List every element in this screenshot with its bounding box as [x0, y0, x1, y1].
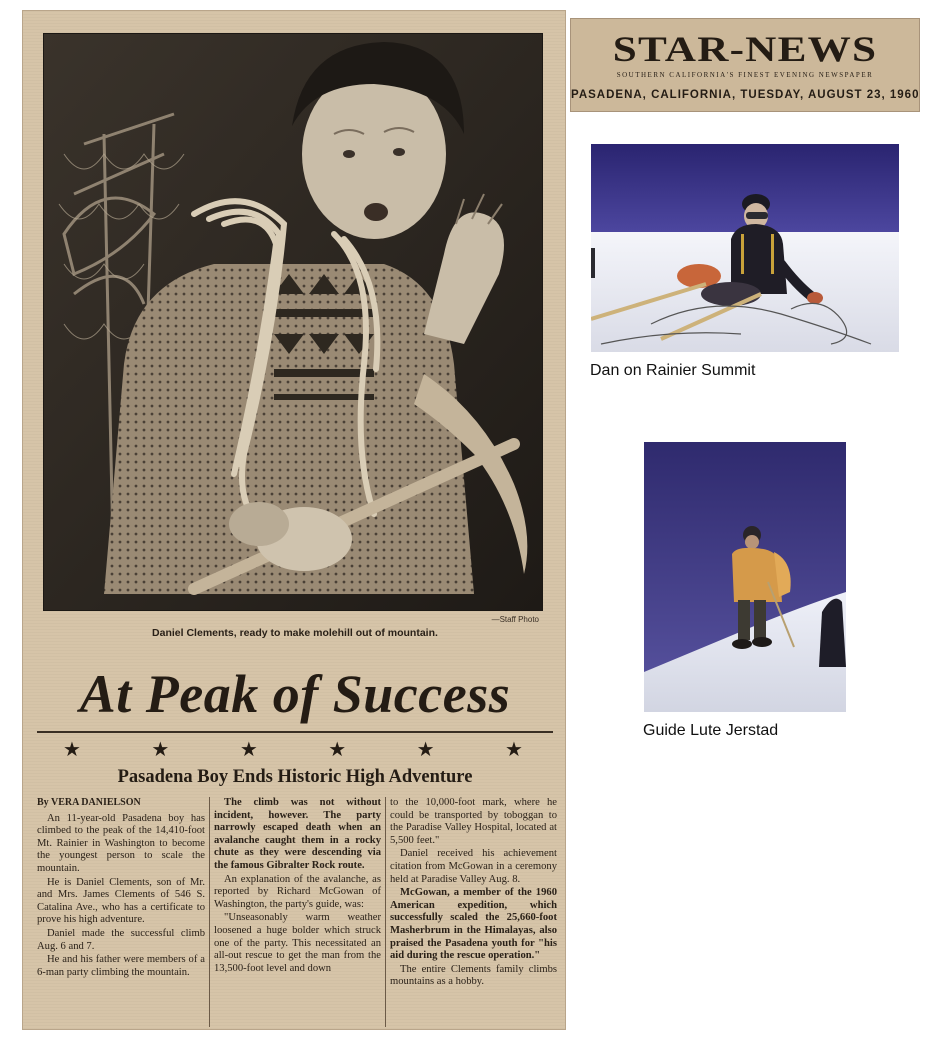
article-column-1	[33, 797, 209, 1027]
article-paragraph: The climb was not without incident, however. The party narrowly escaped death when an avalanche caught them in a rocky chute as they were descending via the famous Gibralter Rock route.	[214, 797, 381, 871]
star-icon: ★	[239, 737, 258, 761]
rainier-summit-photo	[591, 144, 899, 352]
guide-photo	[644, 442, 846, 712]
newspaper-clipping	[22, 10, 566, 1030]
article-paragraph: He is Daniel Clements, son of Mr. and Mrs. James Clements of 546 S. Catalina Ave., who has a certificate to prove his high adventure.	[37, 876, 205, 926]
headline-rule	[37, 731, 553, 733]
summit-photo-caption: Dan on Rainier Summit	[590, 362, 756, 379]
photo-caption: Daniel Clements, ready to make molehill out of mountain.	[152, 627, 438, 639]
star-icon: ★	[63, 737, 81, 761]
subheadline: Pasadena Boy Ends Historic High Adventure	[117, 767, 473, 787]
article-paragraph: Daniel received his achievement citation from McGowan in a ceremony held at Paradise Valley Aug. 8.	[390, 848, 557, 885]
article-column-3	[385, 797, 561, 1027]
byline: By VERA DANIELSON	[37, 797, 141, 808]
star-icon: ★	[151, 737, 170, 761]
masthead-dateline: PASADENA, CALIFORNIA, TUESDAY, AUGUST 23, 1960	[571, 89, 920, 101]
article-paragraph: Daniel made the successful climb Aug. 6 and 7.	[37, 927, 205, 952]
article-paragraph: An 11-year-old Pasadena boy has climbed to the peak of the 14,410-foot Mt. Rainier in Washington to become the youngest person to scale the mountain.	[37, 812, 205, 874]
article-paragraph: He and his father were members of a 6-man party climbing the mountain.	[37, 954, 205, 978]
newspaper-masthead	[570, 18, 920, 112]
staff-photo-credit: —Staff Photo	[491, 615, 539, 624]
headline: At Peak of Success	[79, 664, 511, 724]
star-divider	[63, 737, 523, 761]
star-icon: ★	[505, 737, 523, 761]
article-paragraph: An explanation of the avalanche, as reported by Richard McGowan of Washington, the party's guide, was:	[214, 873, 381, 910]
masthead-tagline: SOUTHERN CALIFORNIA'S FINEST EVENING NEWSPAPER	[616, 71, 874, 79]
star-icon: ★	[328, 737, 347, 761]
article-paragraph: to the 10,000-foot mark, where he could be transported by toboggan to the Paradise Valley Hospital, located at 5,500 feet."	[390, 797, 557, 846]
article-paragraph: McGowan, a member of the 1960 American expedition, which successfully scaled the 25,660-foot Masherbrum in the Himalayas, also praised the Pasadena youth for "his aid during the rescue operation."	[390, 887, 557, 962]
article-paragraph: "Unseasonably warm weather loosened a huge bolder which struck one of the party. This necessitated an all-out rescue to get the man from the 13,500-foot level and down	[214, 912, 381, 974]
article-paragraph: The entire Clements family climbs mountains as a hobby.	[390, 963, 557, 988]
masthead-title: STAR-NEWS	[612, 29, 878, 69]
article-body	[33, 797, 561, 1027]
boy-with-ice-axe-photo	[43, 33, 543, 611]
article-column-2	[209, 797, 385, 1027]
star-icon: ★	[416, 737, 435, 761]
guide-photo-caption: Guide Lute Jerstad	[643, 722, 779, 739]
